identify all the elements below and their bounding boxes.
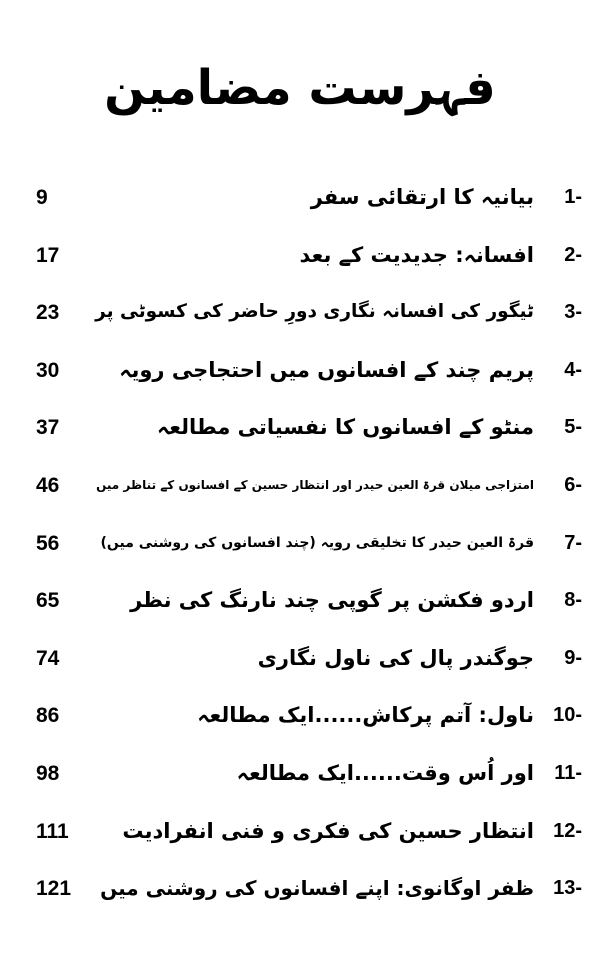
toc-entry-number: 1- [564, 186, 582, 208]
toc-entry [0, 577, 600, 635]
toc-entry-title: ٹیگور کی افسانہ نگاری دورِ حاضر کی کسوٹی پر [95, 301, 534, 323]
toc-entry [0, 404, 600, 462]
toc-entry-title: افسانہ: جدیدیت کے بعد [299, 242, 534, 267]
toc-entry-number: 2- [564, 243, 582, 266]
toc-entry-title: بیانیہ کا ارتقائی سفر [310, 185, 534, 209]
toc-page-number: 98 [36, 761, 60, 785]
toc-entry-number: 9- [564, 646, 582, 669]
toc-page-number: 37 [36, 416, 60, 440]
toc-page-number: 30 [36, 358, 60, 382]
toc-page-number: 56 [36, 531, 60, 555]
toc-entry-title: انتظار حسین کی فکری و فنی انفرادیت [122, 818, 534, 843]
toc-entry-title: اردو فکشن پر گوپی چند نارنگ کی نظر [130, 588, 534, 613]
toc-page-number: 65 [36, 589, 60, 613]
toc-entry-number: 10- [553, 704, 582, 727]
toc-page-number: 23 [36, 301, 60, 325]
toc-entry [0, 174, 600, 232]
toc-entry [0, 750, 600, 808]
toc-entry-number: 12- [553, 819, 582, 842]
toc-entry-title: منٹو کے افسانوں کا نفسیاتی مطالعہ [156, 415, 534, 440]
toc-page-number: 111 [36, 819, 69, 843]
toc-entry [0, 347, 600, 405]
toc-page-number: 86 [36, 704, 60, 728]
table-of-contents [0, 174, 600, 923]
toc-entry-number: 4- [564, 358, 582, 381]
toc-page-number: 121 [36, 877, 72, 901]
toc-entry-number: 13- [553, 877, 582, 900]
toc-entry-number: 11- [554, 761, 582, 784]
toc-entry [0, 289, 600, 347]
toc-entry [0, 865, 600, 923]
toc-entry-number: 5- [564, 416, 582, 439]
toc-entry [0, 808, 600, 866]
toc-entry [0, 635, 600, 693]
toc-entry-number: 7- [564, 531, 582, 554]
toc-entry-number: 8- [564, 589, 582, 612]
page-title: فہرست مضامین [104, 60, 496, 116]
toc-page-number: 74 [36, 646, 60, 670]
toc-entry-title: جوگندر پال کی ناول نگاری [257, 645, 534, 670]
toc-entry-title: اور اُس وقت......ایک مطالعہ [236, 760, 534, 785]
toc-page-number: 17 [36, 243, 60, 267]
toc-entry-title: پریم چند کے افسانوں میں احتجاجی رویہ [119, 357, 534, 382]
toc-entry-title: امتزاجی میلان قرۃ العین حیدر اور انتظار حسین کے افسانوں کے تناظر میں [96, 477, 534, 492]
toc-entry-title: ظفر اوگانوی: اپنے افسانوں کی روشنی میں [100, 876, 534, 901]
toc-entry [0, 692, 600, 750]
toc-entry-title: ناول: آتم پرکاش......ایک مطالعہ [197, 703, 534, 728]
toc-entry [0, 520, 600, 578]
toc-entry-title: قرۃ العین حیدر کا تخلیقی رویہ (چند افسانوں کی روشنی میں) [100, 534, 534, 551]
toc-entry-number: 3- [564, 301, 582, 324]
toc-page-number: 46 [36, 473, 60, 497]
toc-page-number: 9 [36, 186, 48, 209]
toc-entry [0, 232, 600, 290]
toc-entry-number: 6- [564, 473, 582, 496]
toc-entry [0, 462, 600, 520]
